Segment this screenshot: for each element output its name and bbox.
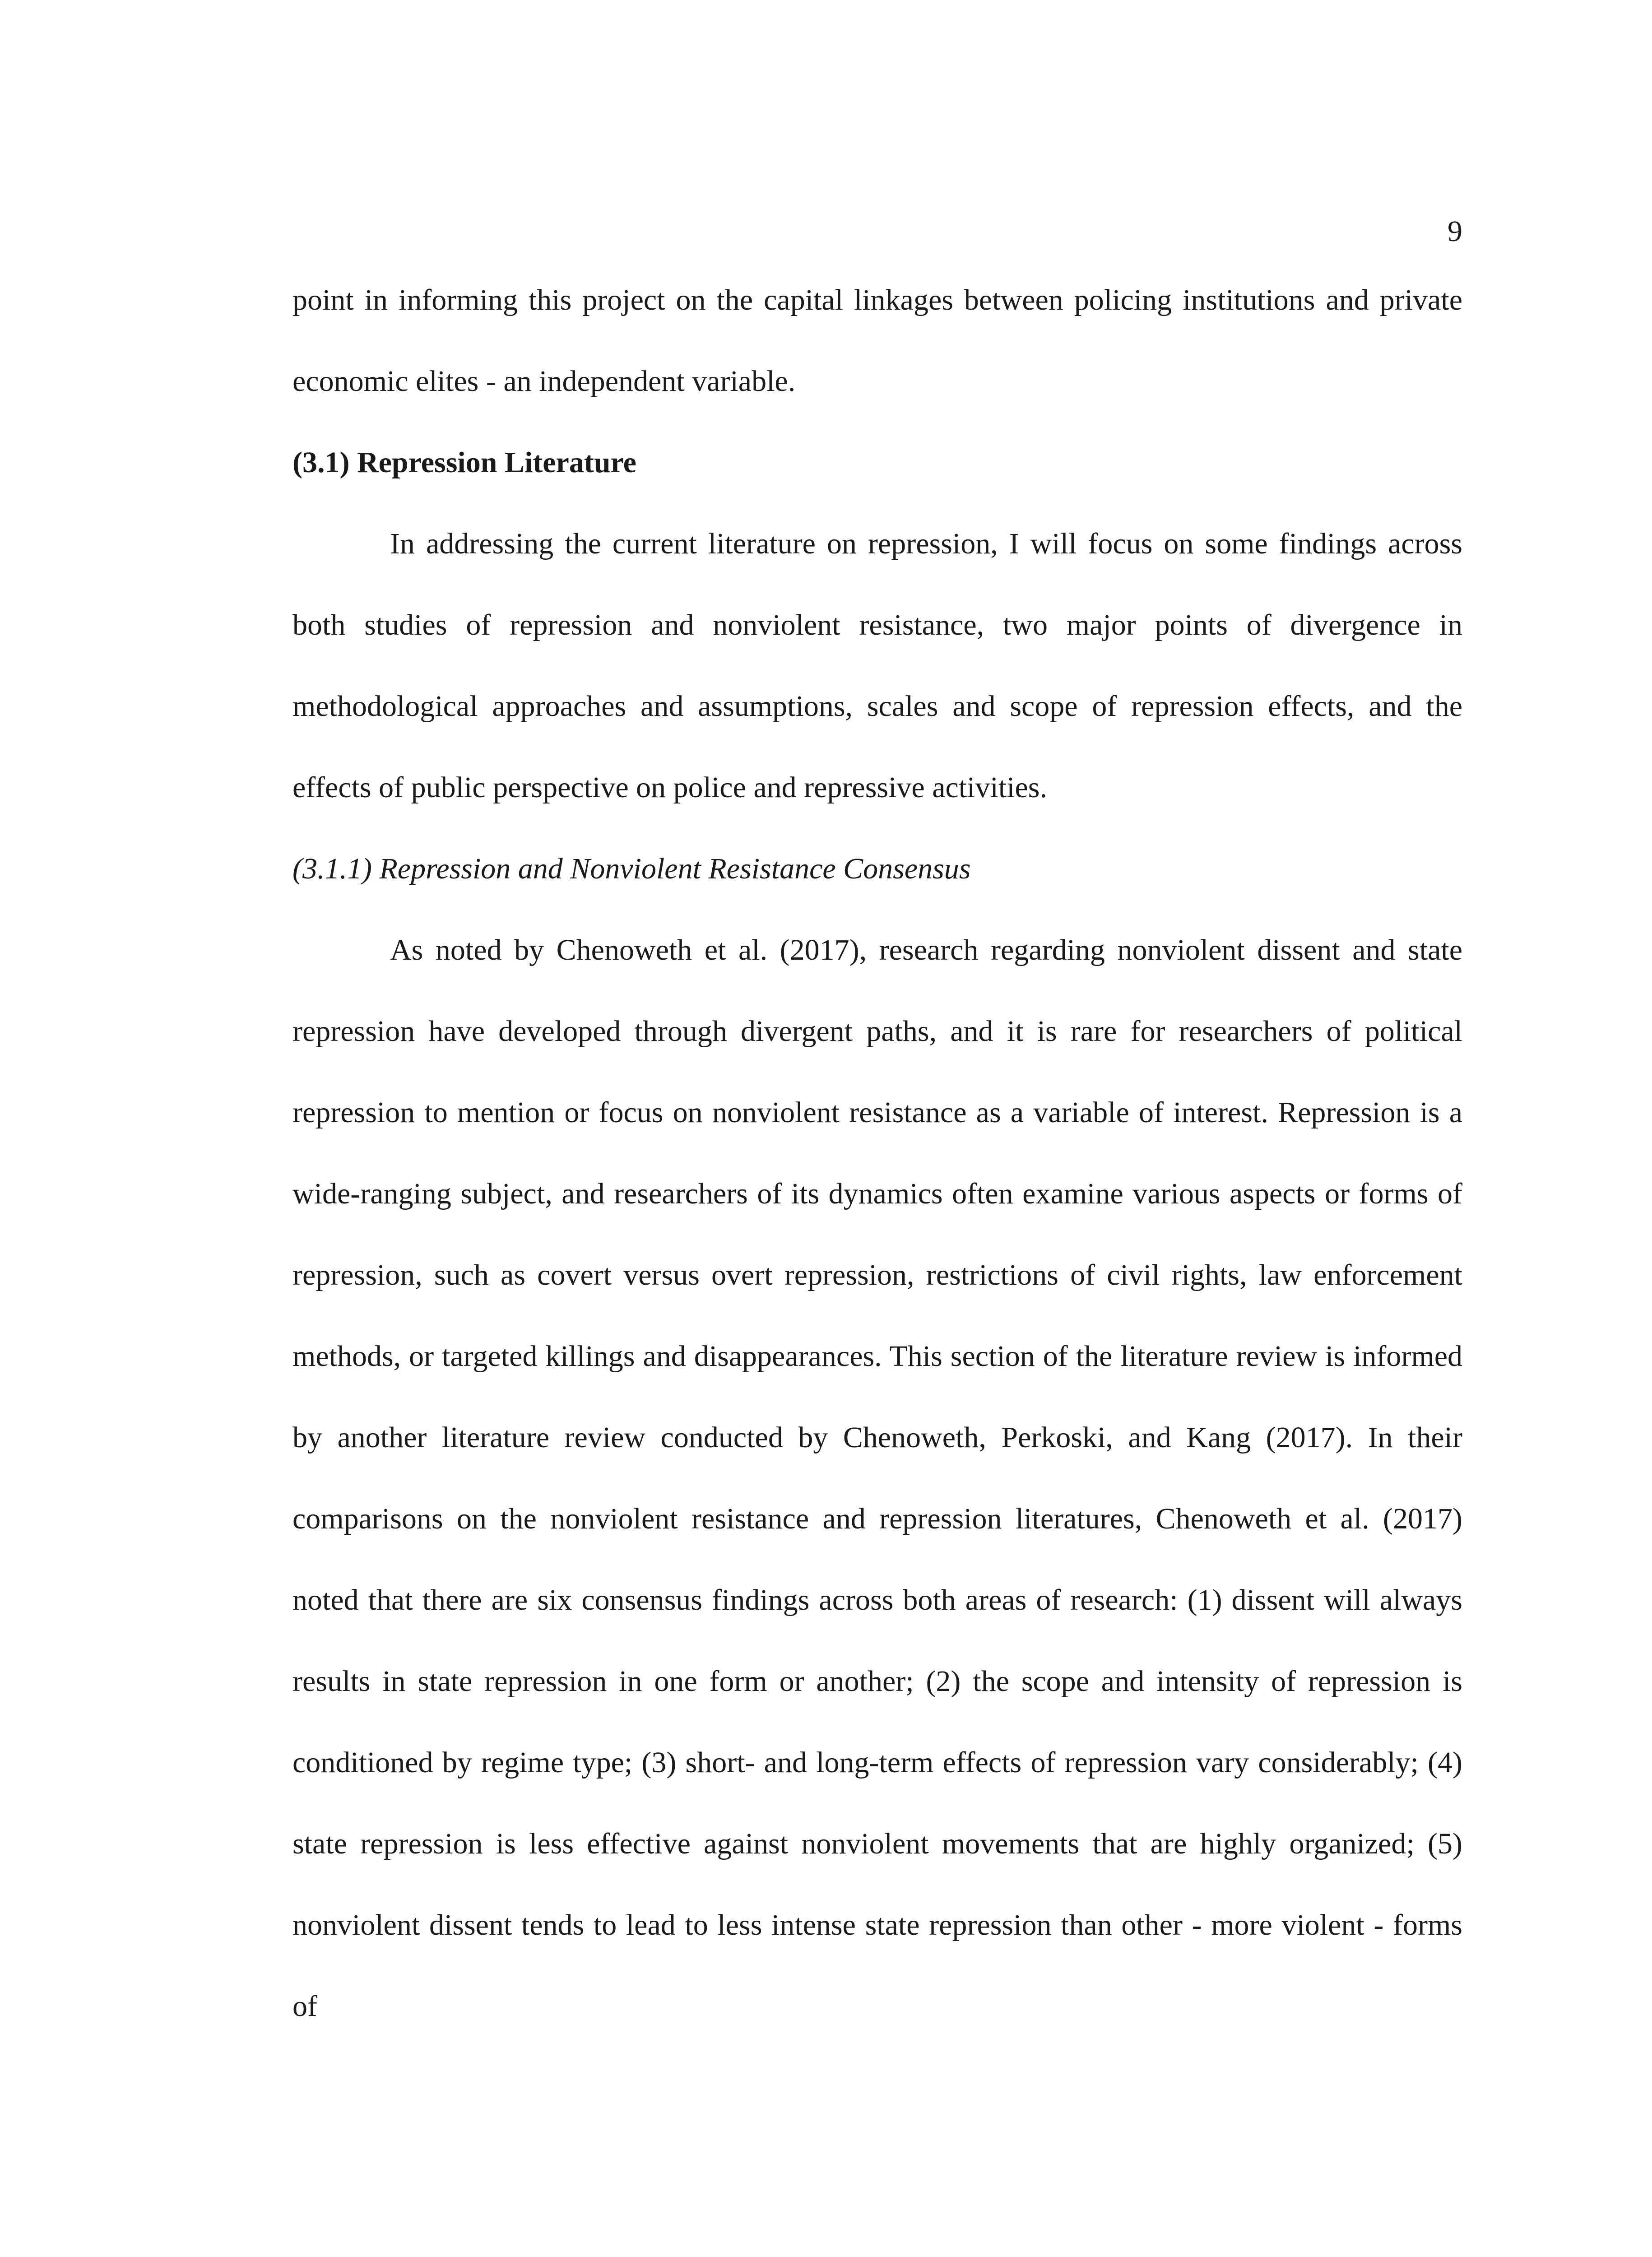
page-number: 9: [1448, 215, 1462, 248]
paragraph: As noted by Chenoweth et al. (2017), research regarding nonviolent dissent and state repression have developed through divergent paths, and it is rare for researchers of political repression to mention or focus on nonviolent resistance as a variable of interest. Repression is a wide-ranging subject, and researchers of its dynamics often examine various aspects or forms of repression, such as covert versus overt repression, restrictions of civil rights, law enforcement methods, or targeted killings and disappearances. This section of the literature review is informed by another literature review conducted by Chenoweth, Perkoski, and Kang (2017). In their comparisons on the nonviolent resistance and repression literatures, Chenoweth et al. (2017) noted that there are six consensus findings across both areas of research: (1) dissent will always results in state repression in one form or another; (2) the scope and intensity of repression is conditioned by regime type; (3) short- and long-term effects of repression vary considerably; (4) state repression is less effective against nonviolent movements that are highly organized; (5) nonviolent dissent tends to lead to less intense state repression than other - more violent - forms of: [292, 933, 1462, 2023]
paragraph-continuation: point in informing this project on the capital linkages between policing institutions and private economic elites - an independent variable.: [292, 283, 1462, 398]
paragraph: In addressing the current literature on repression, I will focus on some findings across both studies of repression and nonviolent resistance, two major points of divergence in methodological approaches and assumptions, scales and scope of repression effects, and the effects of public perspective on police and repressive activities.: [292, 527, 1462, 804]
subsection-heading: (3.1.1) Repression and Nonviolent Resistance Consensus: [292, 852, 971, 885]
section-heading: (3.1) Repression Literature: [292, 446, 636, 479]
body-text: [292, 260, 1462, 2047]
